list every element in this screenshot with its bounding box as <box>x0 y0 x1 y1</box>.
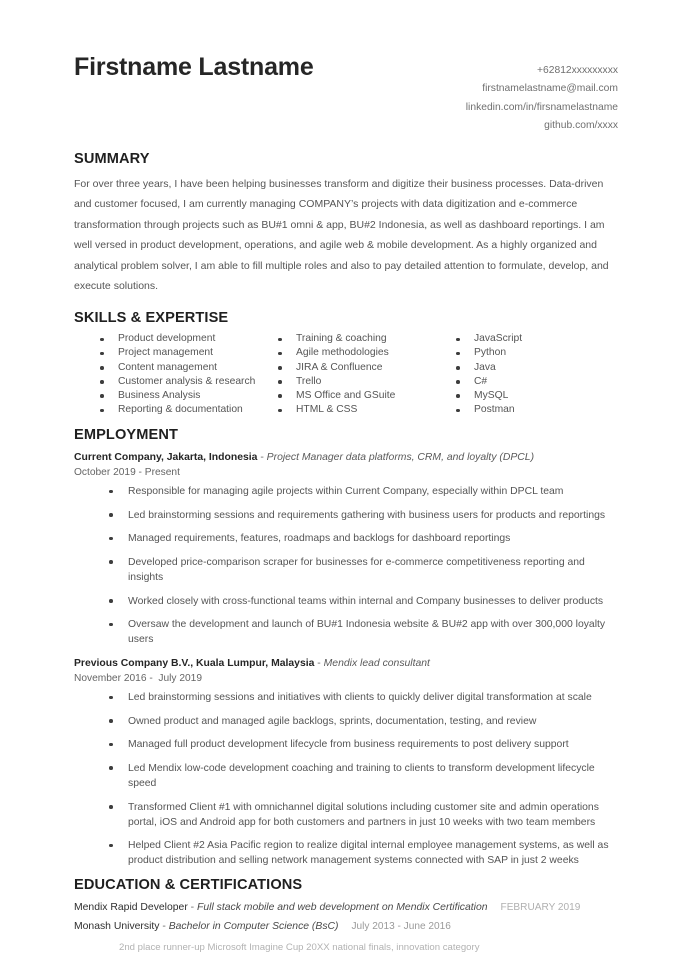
job-separator: - <box>257 451 267 463</box>
skill-item: JIRA & Confluence <box>272 361 450 375</box>
job-bullet: Managed requirements, features, roadmaps and backlogs for dashboard reportings <box>104 531 618 546</box>
education-separator: - <box>187 901 198 913</box>
job-separator: - <box>314 657 324 669</box>
skill-item: Project management <box>94 346 272 360</box>
job-bullet: Responsible for managing agile projects within Current Company, especially within DPCL team <box>104 484 618 499</box>
contact-github: github.com/xxxx <box>544 119 618 131</box>
employment-section <box>74 427 618 868</box>
education-award: 2nd place runner-up Microsoft Imagine Cup 20XX national finals, innovation category <box>119 941 480 953</box>
job-header <box>74 450 618 466</box>
skill-item: HTML & CSS <box>272 403 450 417</box>
skill-item: Python <box>450 346 628 360</box>
job-bullet-list <box>74 690 618 868</box>
skills-column-3 <box>450 332 628 417</box>
job-bullet: Led brainstorming sessions and initiatives with clients to quickly deliver digital transformation at scale <box>104 690 618 705</box>
summary-text: For over three years, I have been helping businesses transform and digitize their business processes. Data-driven and customer focused, I am currently managing COMPANY’s projects with data digitization and e-commerce transformation through projects such as BU#1 omni & app, BU#2 Indonesia, as well as dashboard reportings. I am well versed in product development, operations, and agile web & mobile development. As a highly organized and analytical problem solver, I am able to fill multiple roles and also to pay detailed attention to formulate, develop, and execute solutions. <box>74 177 609 293</box>
skill-item: Trello <box>272 375 450 389</box>
job-bullet: Led Mendix low-code development coaching and training to clients to transform development lifecycle speed <box>104 761 618 791</box>
education-entry <box>74 919 618 936</box>
job-entry <box>74 656 618 869</box>
job-bullet: Oversaw the development and launch of BU#1 Indonesia website & BU#2 app with over 300,000 loyalty users <box>104 617 618 647</box>
education-date: July 2013 - June 2016 <box>351 920 451 932</box>
skill-item: Java <box>450 361 628 375</box>
skill-item: Postman <box>450 403 628 417</box>
job-dates: October 2019 - Present <box>74 467 180 479</box>
job-bullet: Managed full product development lifecycle from business requirements to post delivery support <box>104 737 618 752</box>
candidate-name: Firstname Lastname <box>74 53 314 81</box>
resume-header <box>74 44 618 135</box>
job-bullet: Worked closely with cross-functional teams within internal and Company businesses to deliver products <box>104 594 618 609</box>
skill-item: C# <box>450 375 628 389</box>
job-bullet-list <box>74 484 618 647</box>
job-company: Previous Company B.V., Kuala Lumpur, Malaysia <box>74 657 315 669</box>
skills-column-1 <box>94 332 272 417</box>
skill-item: JavaScript <box>450 332 628 346</box>
summary-heading: SUMMARY <box>74 151 150 168</box>
skill-item: Business Analysis <box>94 389 272 403</box>
skill-item: Reporting & documentation <box>94 403 272 417</box>
education-detail: Full stack mobile and web development on Mendix Certification <box>197 901 488 913</box>
job-bullet: Helped Client #2 Asia Pacific region to realize digital internal employee management systems, as well as product distribution and selling network management systems connected with SAP in just 2 weeks <box>104 838 618 868</box>
education-name: Mendix Rapid Developer <box>74 901 188 913</box>
job-bullet: Led brainstorming sessions and requirements gathering with business users for products and reportings <box>104 508 618 523</box>
education-entry <box>74 900 618 917</box>
job-company: Current Company, Jakarta, Indonesia <box>74 451 258 463</box>
job-dates: November 2016 - July 2019 <box>74 673 202 685</box>
skills-section <box>74 310 618 418</box>
skill-item: MySQL <box>450 389 628 403</box>
skill-item: Agile methodologies <box>272 346 450 360</box>
job-entry <box>74 450 618 648</box>
education-date: FEBRUARY 2019 <box>500 901 581 913</box>
education-separator: - <box>159 920 169 932</box>
contact-info-block <box>466 44 618 135</box>
summary-section <box>74 151 618 296</box>
skills-columns <box>74 332 618 417</box>
contact-linkedin: linkedin.com/in/firsnamelastname <box>465 101 618 113</box>
skill-item: Training & coaching <box>272 332 450 346</box>
job-bullet: Transformed Client #1 with omnichannel digital solutions including customer site and admin operations portal, iOS and Android app for both customers and partners in just 10 weeks with two team members <box>104 800 618 830</box>
education-name: Monash University <box>74 920 160 932</box>
skills-list <box>94 332 272 417</box>
education-heading: EDUCATION & CERTIFICATIONS <box>74 877 303 894</box>
skill-item: Customer analysis & research <box>94 375 272 389</box>
job-header <box>74 656 618 672</box>
education-detail: Bachelor in Computer Science (BsC) <box>168 920 339 932</box>
job-bullet: Owned product and managed agile backlogs, sprints, documentation, testing, and review <box>104 714 618 729</box>
education-section <box>74 877 618 955</box>
employment-heading: EMPLOYMENT <box>74 427 178 444</box>
contact-email: firstnamelastname@mail.com <box>482 83 618 95</box>
job-bullet: Developed price-comparison scraper for businesses for e-commerce competitiveness reporting and insights <box>104 555 618 585</box>
job-role: Mendix lead consultant <box>323 657 430 669</box>
skill-item: Content management <box>94 361 272 375</box>
skills-list <box>450 332 628 417</box>
skill-item: Product development <box>94 332 272 346</box>
skill-item: MS Office and GSuite <box>272 389 450 403</box>
skills-column-2 <box>272 332 450 417</box>
skills-list <box>272 332 450 417</box>
job-role: Project Manager data platforms, CRM, and loyalty (DPCL) <box>266 451 535 463</box>
skills-heading: SKILLS & EXPERTISE <box>74 309 229 326</box>
contact-phone: +62812xxxxxxxxx <box>537 65 618 76</box>
